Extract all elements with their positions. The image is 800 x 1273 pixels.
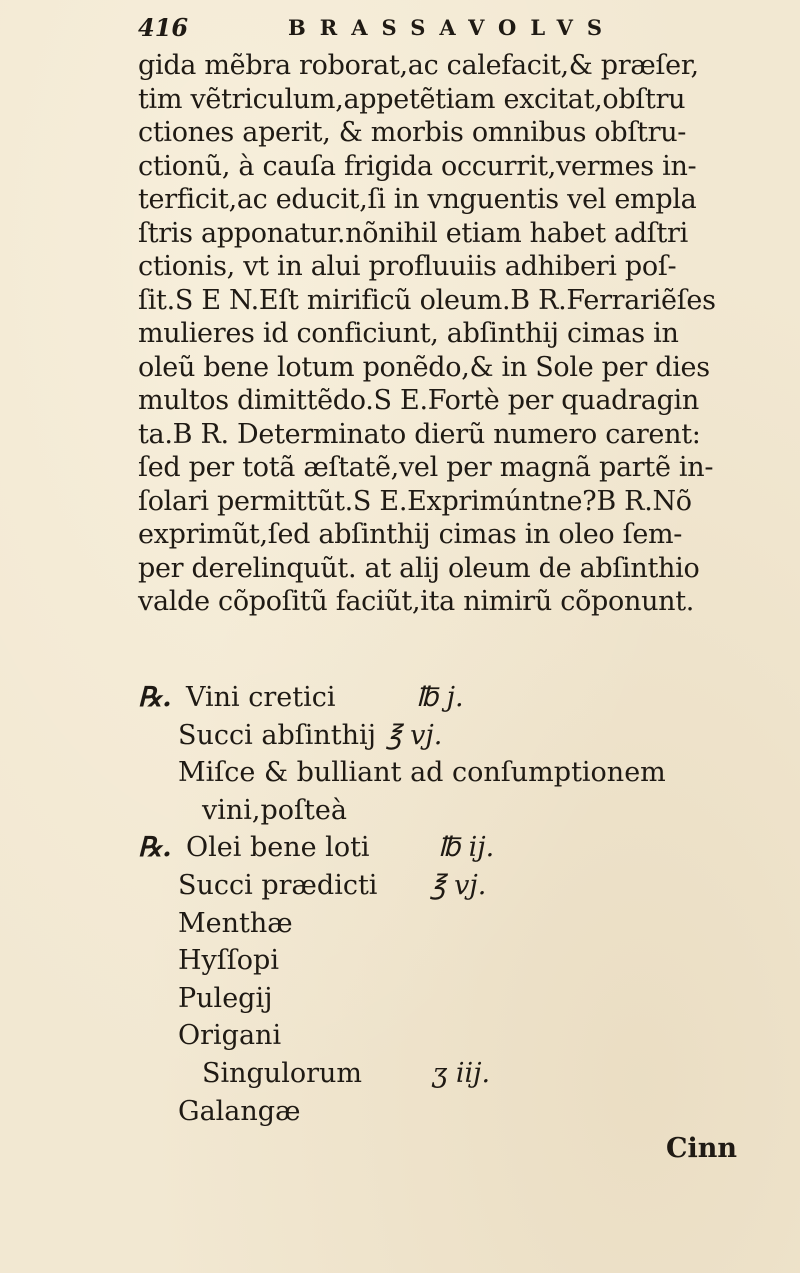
- text-line: exprimũt,ſed abſinthij cimas in oleo ſem-: [138, 519, 683, 550]
- recipe-ingredient: Miſce & bulliant ad conſumptionem: [178, 757, 666, 789]
- recipe-line: [138, 1017, 778, 1055]
- text-line: oleũ bene lotum ponẽdo,& in Sole per dies: [138, 351, 710, 383]
- recipe-line: [138, 905, 778, 943]
- text-line: mulieres id conficiunt, abſinthij cimas in: [138, 318, 679, 349]
- running-title: BRASSAVOLVS: [288, 15, 617, 40]
- text-line: terficit,ac educit,ſi in vnguentis vel empla: [138, 184, 697, 215]
- recipe-ingredient: vini,poſteà: [202, 794, 347, 826]
- text-line: tim vẽtriculum,appetẽtiam excitat,obſtru: [138, 83, 686, 115]
- recipe-line: [138, 1093, 778, 1131]
- recipe-ingredient: Pulegij: [178, 982, 273, 1014]
- recipe-line: [138, 717, 778, 755]
- recipe-line: [138, 942, 778, 980]
- page-number: 416: [138, 13, 189, 42]
- recipe-line: [138, 867, 778, 905]
- text-line: ctionũ, à cauſa frigida occurrit,vermes in-: [138, 150, 697, 182]
- text-line: ctiones aperit, & morbis omnibus obſtru-: [138, 117, 687, 148]
- text-line: ſtris apponatur.nõnihil etiam habet adſtri: [138, 217, 688, 249]
- recipe-amount: ℥ vj.: [386, 719, 443, 751]
- recipe-ingredient: Succi prædicti: [178, 869, 378, 901]
- recipe-amount: ʒ iij.: [432, 1057, 491, 1089]
- recipe-amount: ℔ ij.: [438, 832, 495, 864]
- recipe-ingredient: Vini cretici: [186, 682, 336, 713]
- recipe-ingredient: Hyſſopi: [178, 945, 279, 977]
- recipe-ingredient: Menthæ: [178, 907, 293, 939]
- recipe-line: [138, 980, 778, 1018]
- catchword: Cinn: [666, 1133, 738, 1164]
- text-line: ctionis, vt in alui profluuiis adhiberi poſ-: [138, 251, 677, 282]
- text-line: per derelinquũt. at alij oleum de abſinthio: [138, 552, 700, 584]
- text-line: ta.B R. Determinato dierũ numero carent:: [138, 418, 701, 450]
- text-line: ſolari permittũt.S E.Exprimúntne?B R.Nõ: [138, 485, 692, 517]
- recipe-amount: ℔ j.: [416, 682, 464, 713]
- recipe-line: [138, 1055, 778, 1093]
- recipe-symbol: ℞.: [138, 832, 172, 864]
- text-line: ſed per totã æſtatẽ,vel per magnã partẽ in-: [138, 452, 714, 483]
- recipe-ingredient: Galangæ: [178, 1095, 301, 1127]
- text-line: ſit.S E N.Eſt mirificũ oleum.B R.Ferrariẽſes: [138, 284, 716, 316]
- text-line: gida mẽbra roborat,ac calefacit,& præſer,: [138, 50, 699, 81]
- recipe-symbol: ℞.: [138, 682, 172, 713]
- recipe-line: [138, 754, 778, 792]
- body-text: [138, 49, 778, 619]
- recipe-ingredient: Origani: [178, 1020, 282, 1052]
- recipe-amount: ℥ vj.: [430, 869, 487, 901]
- recipe-line: [138, 829, 778, 867]
- recipe-line: [138, 679, 778, 717]
- recipe-ingredient: Singulorum: [202, 1057, 362, 1089]
- text-line: multos dimittẽdo.S E.Fortè per quadragin: [138, 385, 699, 416]
- running-head: [138, 8, 638, 48]
- recipe-ingredient: Olei bene loti: [186, 832, 370, 864]
- text-line: valde cõpoſitũ faciũt,ita nimirũ cõponunt.: [138, 586, 695, 617]
- recipe-ingredient: Succi abſinthij: [178, 719, 376, 751]
- recipe-line: [138, 792, 778, 830]
- recipe-block: [138, 679, 778, 1130]
